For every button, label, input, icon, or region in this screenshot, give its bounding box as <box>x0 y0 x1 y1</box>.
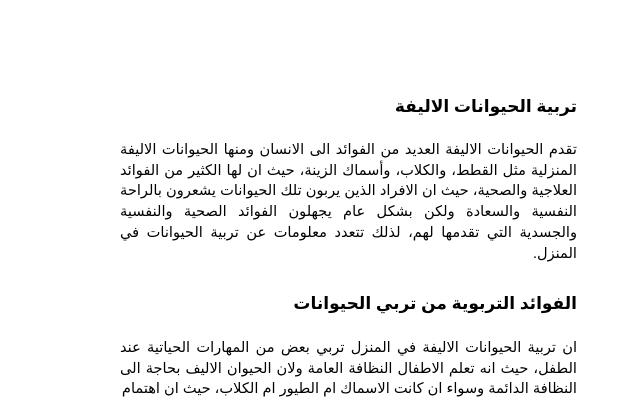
paragraph-pet-benefits: تقدم الحيوانات الاليفة العديد من الفوائد الى الانسان ومنها الحيوانات الاليفة المنزلية مثل القطط، والكلاب، وأسماك الزينة، حيث ان لها الكثير من الفوائد العلاجية والصحية، حيث ان الافراد الذين يربون تلك الحيوانات يشعرون بالراحة النفسية والسعادة ولكن بشكل عام يجهلون الفوائد الصحية والنفسية والجسدية التي تقدمها لهم، لذلك تتعدد معلومات عن تربية الحيوانات في المنزل. <box>120 142 577 262</box>
paragraph-educational-benefits: ان تربية الحيوانات الاليفة في المنزل تربي بعض من المهارات الحياتية عند الطفل، حيث انه تعلم الاطفال النظافة العامة ولان الحيوان الاليف بحاجة الى النظافة الدائمة وسواء ان كانت الاسماك ام الطيور ام الكلاب، حيث ان اهتمام <box>120 340 577 398</box>
section-heading-pet-raising: تربية الحيوانات الاليفة <box>394 97 577 116</box>
section-heading-educational-benefits: الفوائد التربوية من تربي الحيوانات <box>293 294 577 313</box>
